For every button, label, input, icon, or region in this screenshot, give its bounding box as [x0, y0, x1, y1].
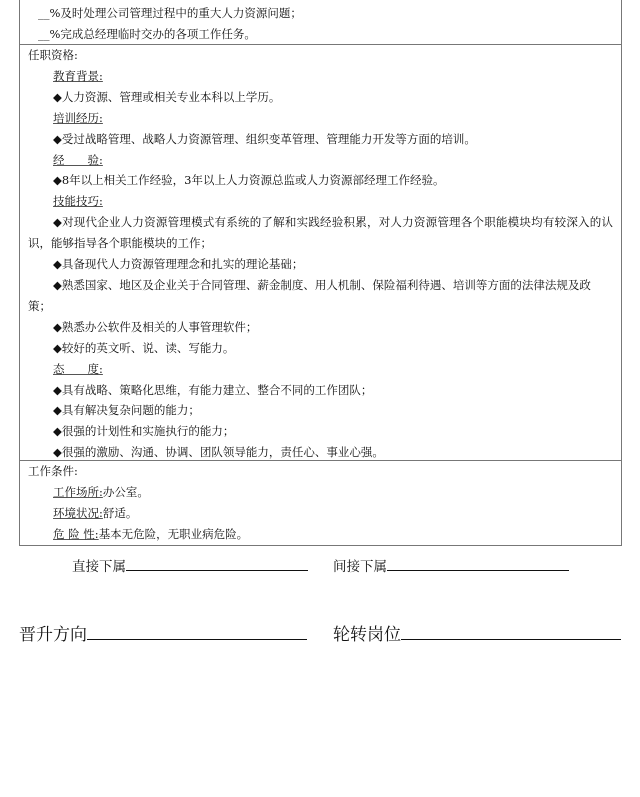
attitude-item: ◆具有战略、策略化思维，有能力建立、整合不同的工作团队； [53, 382, 373, 397]
experience-item: ◆8年以上相关工作经验，3年以上人力资源总监或人力资源部经理工作经验。 [53, 173, 445, 188]
responsibility-item: __%及时处理公司管理过程中的重大人力资源问题； [38, 6, 302, 20]
skills-item: ◆较好的英文听、说、读、写能力。 [53, 340, 235, 355]
direct-subordinates-field [72, 555, 308, 575]
indirect-subordinates-blank[interactable] [387, 570, 569, 571]
rotation-label: 轮转岗位 [333, 625, 401, 645]
rotation-blank[interactable] [401, 639, 621, 640]
promotion-blank[interactable] [87, 639, 307, 640]
workplace-label: 工作场所: [53, 484, 103, 499]
workplace-value: 办公室。 [102, 484, 149, 499]
attitude-item: ◆很强的激励、沟通、协调、团队领导能力，责任心、事业心强。 [53, 445, 384, 460]
responsibility-item: __%完成总经理临时交办的各项工作任务。 [38, 26, 256, 41]
skills-label: 技能技巧: [53, 194, 103, 209]
direct-subordinates-label: 直接下属 [72, 559, 126, 575]
hazard-label: 危 险 性: [53, 526, 99, 541]
skills-item: ◆熟悉国家、地区及企业关于合同管理、薪金制度、用人机制、保险福利待遇、培训等方面的法律法规及政策； [28, 277, 591, 313]
indirect-subordinates-field [333, 555, 569, 575]
indirect-subordinates-label: 间接下属 [333, 559, 387, 575]
attitude-item: ◆很强的计划性和实施执行的能力； [53, 424, 235, 439]
skills-item: ◆对现代企业人力资源管理模式有系统的了解和实践经验积累，对人力资源管理各个职能模块均有较深入的认识，能够指导各个职能模块的工作； [28, 215, 613, 251]
promotion-field [19, 620, 307, 645]
rotation-field [333, 620, 621, 645]
job-description-table [19, 0, 622, 546]
conditions-section [20, 461, 621, 546]
qualifications-title: 任职资格: [28, 48, 78, 62]
conditions-title: 工作条件: [28, 464, 78, 478]
promotion-label: 晋升方向 [19, 625, 87, 645]
experience-label: 经 验: [53, 152, 103, 167]
training-item: ◆受过战略管理、战略人力资源管理、组织变革管理、管理能力开发等方面的培训。 [53, 131, 476, 146]
skills-item: ◆具备现代人力资源管理理念和扎实的理论基础； [53, 257, 304, 272]
skills-item: ◆熟悉办公软件及相关的人事管理软件； [53, 319, 258, 334]
education-item: ◆人力资源、管理或相关专业本科以上学历。 [53, 89, 281, 104]
environment-label: 环境状况: [53, 505, 103, 520]
attitude-item: ◆具有解决复杂问题的能力； [53, 403, 200, 418]
direct-subordinates-blank[interactable] [126, 570, 308, 571]
education-label: 教育背景: [53, 68, 103, 83]
responsibilities-section [20, 0, 621, 45]
environment-value: 舒适。 [102, 505, 138, 520]
training-label: 培训经历: [53, 110, 103, 125]
hazard-value: 基本无危险，无职业病危险。 [98, 526, 249, 541]
qualifications-section [20, 45, 621, 461]
attitude-label: 态 度: [53, 361, 103, 376]
